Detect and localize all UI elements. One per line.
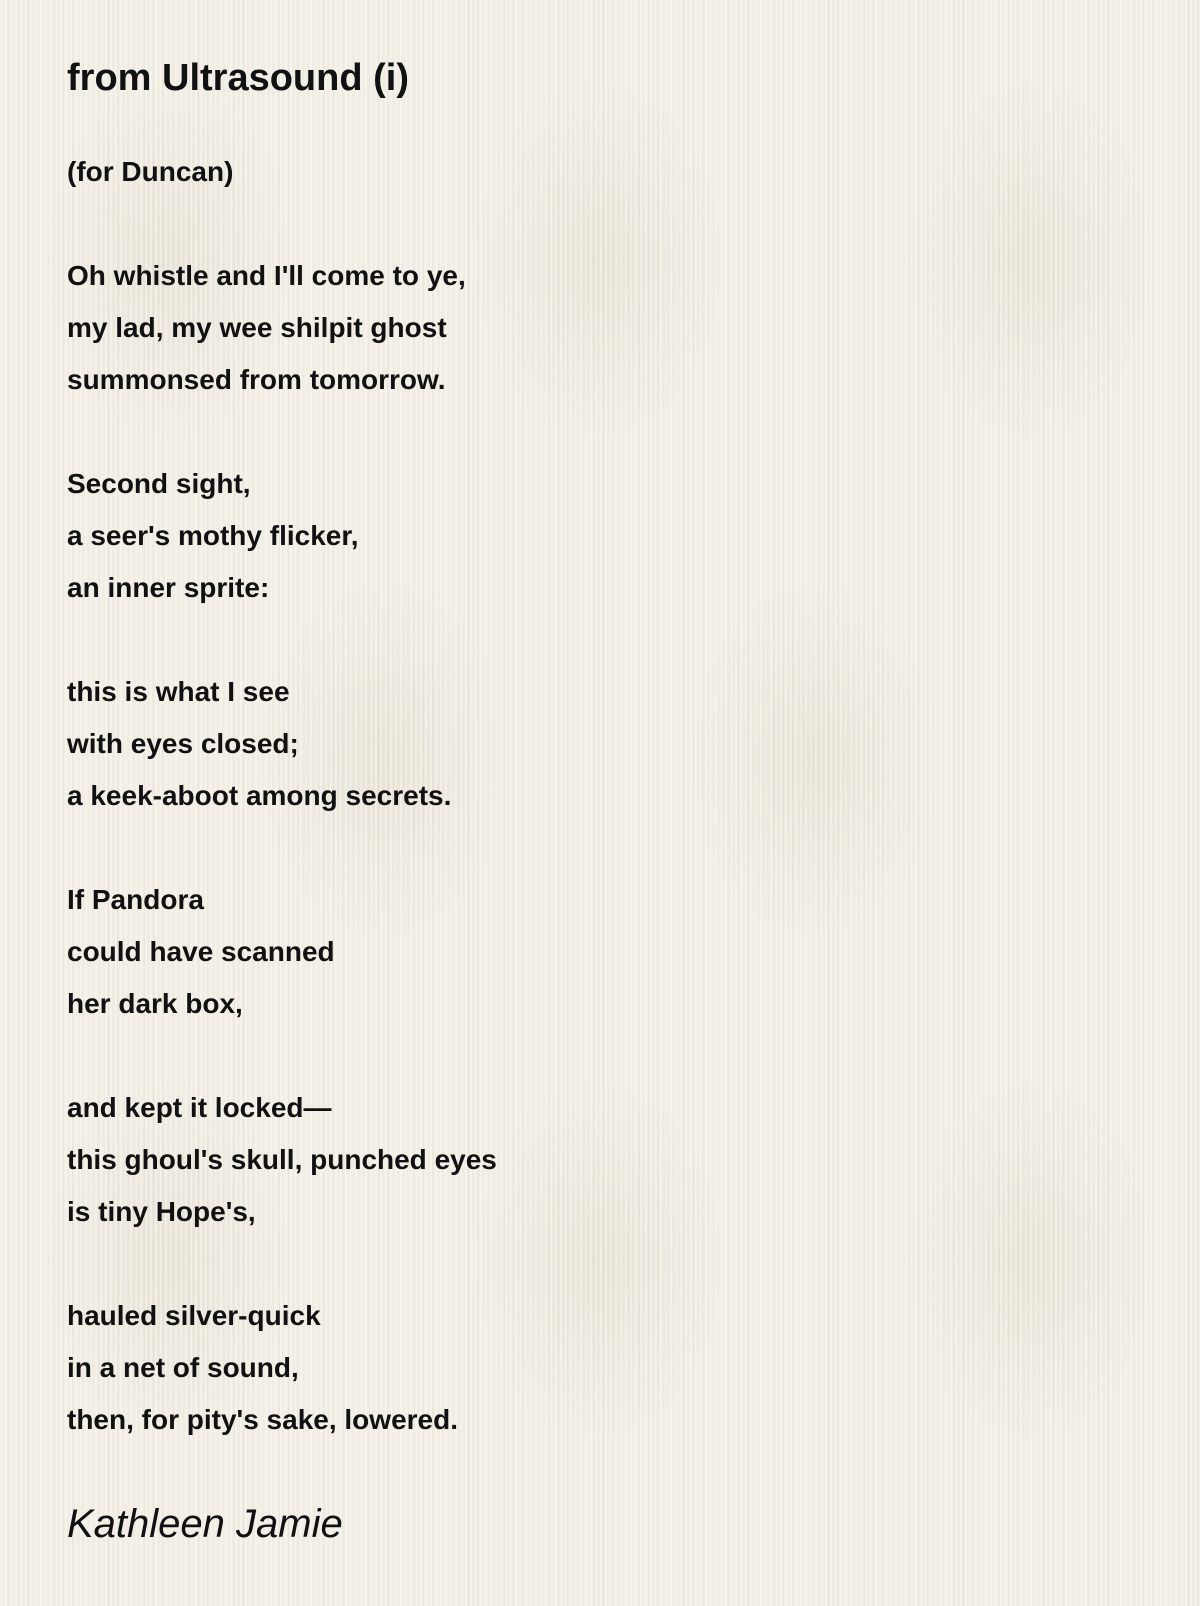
poem-dedication: (for Duncan) (67, 156, 234, 187)
poem-line: with eyes closed; (67, 728, 299, 759)
poem-line: then, for pity's sake, lowered. (67, 1404, 458, 1435)
poem-line: and kept it locked— (67, 1092, 332, 1123)
poem-body (67, 250, 1127, 1446)
poem-line: a seer's mothy flicker, (67, 520, 359, 551)
poem-line: a keek-aboot among secrets. (67, 780, 452, 811)
poem-line: this ghoul's skull, punched eyes (67, 1144, 497, 1175)
stanza (67, 250, 1127, 406)
poem-line: Second sight, (67, 468, 251, 499)
stanza (67, 874, 1127, 1030)
poem-line: her dark box, (67, 988, 243, 1019)
poem-line: Oh whistle and I'll come to ye, (67, 260, 466, 291)
poem-line: in a net of sound, (67, 1352, 299, 1383)
poem-line: is tiny Hope's, (67, 1196, 256, 1227)
poem-line: this is what I see (67, 676, 290, 707)
poem-line: an inner sprite: (67, 572, 270, 603)
poem-container (67, 52, 1127, 1550)
stanza (67, 458, 1127, 614)
stanza (67, 1290, 1127, 1446)
poem-line: could have scanned (67, 936, 335, 967)
poem-author: Kathleen Jamie (67, 1502, 343, 1546)
poem-line: hauled silver-quick (67, 1300, 321, 1331)
stanza (67, 666, 1127, 822)
stanza (67, 1082, 1127, 1238)
poem-line: If Pandora (67, 884, 204, 915)
poem-line: my lad, my wee shilpit ghost (67, 312, 447, 343)
poem-title: from Ultrasound (i) (67, 57, 409, 99)
poem-line: summonsed from tomorrow. (67, 364, 446, 395)
